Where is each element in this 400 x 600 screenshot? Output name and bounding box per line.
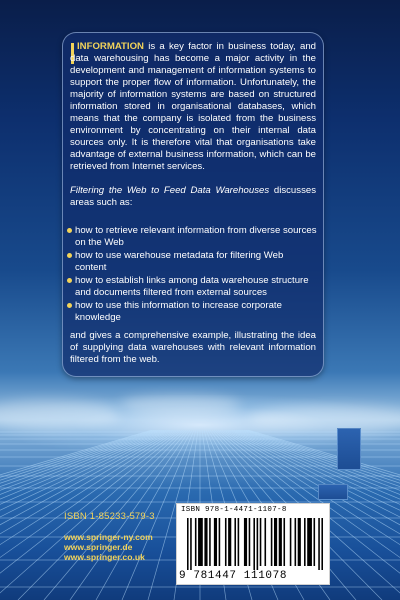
book-areas-intro	[70, 185, 316, 209]
list-item	[67, 275, 317, 299]
bullet-list	[67, 225, 317, 325]
barcode-isbn: ISBN 978-1-4471-1107-8	[181, 506, 287, 514]
floating-cube	[318, 484, 348, 500]
floating-cube	[337, 428, 361, 470]
barcode-box	[176, 503, 330, 585]
list-item	[67, 300, 317, 324]
cloud	[120, 395, 240, 415]
intro-paragraph	[70, 41, 316, 173]
list-item-text: how to retrieve relevant information from diverse sources on the Web	[75, 225, 317, 248]
bullet-icon	[67, 228, 72, 233]
intro-lead-word: INFORMATION	[77, 41, 144, 52]
barcode-digits: 9 781447 111078	[179, 570, 288, 582]
list-item	[67, 250, 317, 274]
list-item-text: how to use this information to increase corporate knowledge	[75, 300, 282, 323]
list-item	[67, 225, 317, 249]
bullet-icon	[67, 278, 72, 283]
url-link[interactable]: www.springer.de	[64, 542, 133, 552]
intro-text: is a key factor in business today, and data warehousing has become a major activity in the development and management of information systems to support the proper flow of information. Unfortunately, the majority of information systems are based on structured information stored in organisational databases, which means that the company is isolated from the business environment by concentrating on their internal data sources only. It is therefore vital that organisations take advantage of external business information, which can be retrieved from Internet services.	[70, 41, 316, 172]
bullet-icon	[67, 303, 72, 308]
list-item-text: how to use warehouse metadata for filtering Web content	[75, 250, 284, 273]
url-link[interactable]: www.springer.co.uk	[64, 552, 145, 562]
list-item-text: how to establish links among data warehouse structure and documents filtered from external sources	[75, 275, 309, 298]
book-title: Filtering the Web to Feed Data Warehouses	[70, 185, 270, 196]
bullet-icon	[67, 253, 72, 258]
publisher-urls	[64, 532, 153, 562]
isbn-label: ISBN 1-85233-579-3	[64, 511, 155, 522]
url-link[interactable]: www.springer-ny.com	[64, 532, 153, 542]
closing-paragraph: and gives a comprehensive example, illustrating the idea of supplying data warehouses with relevant information filtered from the web.	[70, 330, 316, 365]
barcode-icon	[187, 518, 323, 570]
book-areas-intro-text: discusses areas such as:	[70, 185, 316, 208]
